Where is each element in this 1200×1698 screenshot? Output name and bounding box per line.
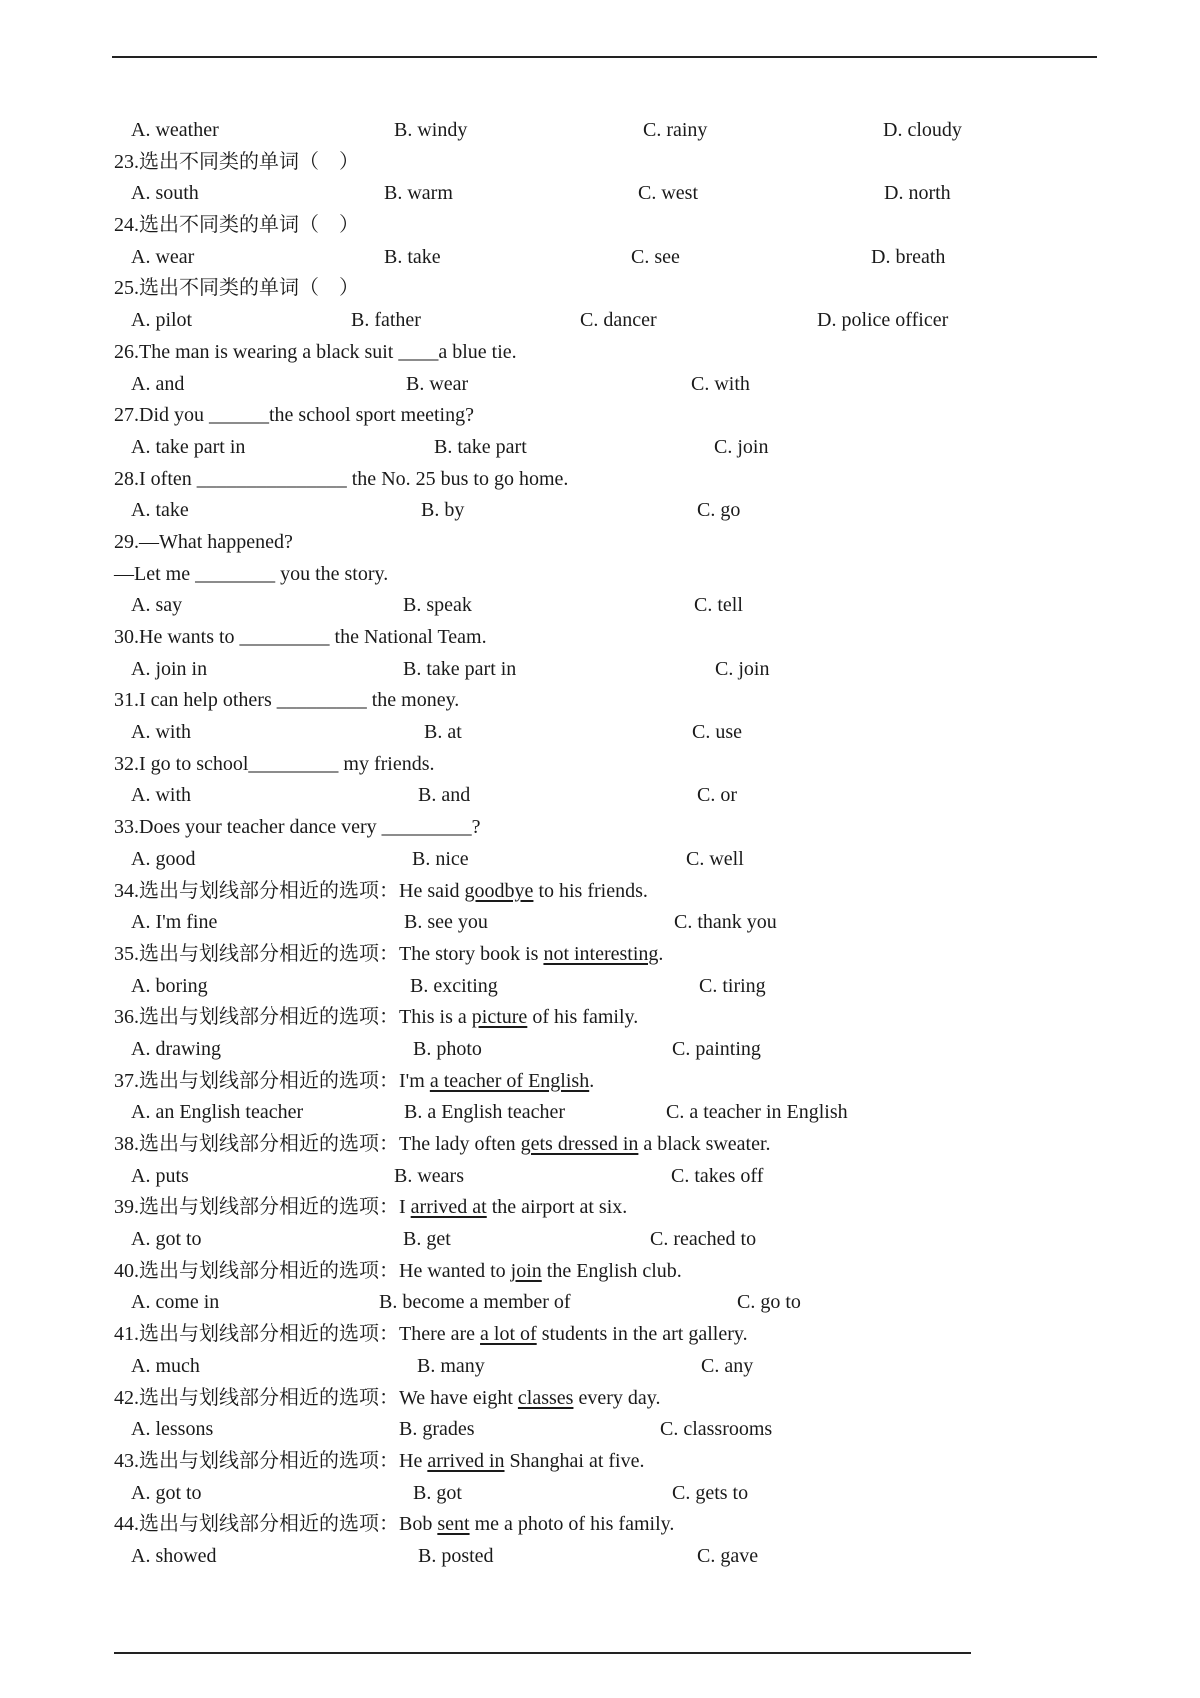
option-c[interactable]: C. with	[691, 372, 750, 395]
question-36	[0, 1002, 1200, 1034]
option-a[interactable]: A. good	[131, 847, 196, 870]
option-c[interactable]: C. or	[697, 784, 737, 807]
option-b[interactable]: B. take	[384, 245, 441, 268]
option-a[interactable]: A. got to	[131, 1228, 202, 1251]
option-a[interactable]: A. got to	[131, 1481, 202, 1504]
option-c[interactable]: C. see	[631, 245, 680, 268]
option-a[interactable]: A. weather	[131, 119, 219, 141]
option-d[interactable]: D. north	[884, 182, 951, 205]
question-35	[0, 939, 1200, 971]
sentence-post: .	[658, 942, 664, 965]
option-a[interactable]: A. and	[131, 372, 185, 395]
question-28	[0, 464, 1200, 496]
underlined-phrase: sent	[437, 1513, 470, 1536]
option-a[interactable]: A. come in	[131, 1291, 220, 1314]
option-a[interactable]: A. say	[131, 594, 183, 617]
option-b[interactable]: B. posted	[418, 1544, 494, 1567]
option-a[interactable]: A. join in	[131, 657, 208, 680]
options-row-37	[0, 1097, 1200, 1129]
sentence-pre: There are	[399, 1323, 481, 1346]
options-row-39	[0, 1224, 1200, 1256]
sentence-post: to his friends.	[533, 879, 648, 902]
question-number: 33.	[114, 816, 139, 839]
question-44	[0, 1509, 1200, 1541]
underlined-phrase: picture	[471, 1006, 528, 1029]
option-b[interactable]: B. father	[351, 309, 421, 332]
question-prefix: 选出与划线部分相近的选项：	[139, 1006, 399, 1029]
option-b[interactable]: B. got	[413, 1481, 462, 1504]
option-c[interactable]: C. reached to	[650, 1228, 757, 1251]
option-b[interactable]: B. get	[403, 1228, 451, 1251]
option-b[interactable]: B. wear	[406, 372, 469, 395]
sentence-post: me a photo of his family.	[469, 1513, 675, 1536]
underlined-phrase: arrived at	[410, 1196, 487, 1219]
option-c[interactable]: C. classrooms	[660, 1418, 773, 1441]
option-b[interactable]: B. take part in	[403, 657, 517, 680]
question-prefix: 选出与划线部分相近的选项：	[139, 1069, 399, 1092]
options-row-44	[0, 1541, 1200, 1573]
options-row-32	[0, 780, 1200, 812]
question-prefix: 选出与划线部分相近的选项：	[139, 1196, 399, 1219]
question-prefix: 选出与划线部分相近的选项：	[139, 1513, 399, 1536]
option-b[interactable]: B. wears	[394, 1164, 464, 1187]
question-number: 36.	[114, 1006, 139, 1029]
question-prefix: 选出与划线部分相近的选项：	[139, 1449, 399, 1472]
underlined-phrase: arrived in	[427, 1449, 505, 1472]
question-stem: 选出不同类的单词（ ）	[139, 150, 359, 173]
question-38	[0, 1129, 1200, 1161]
question-32	[0, 749, 1200, 781]
option-c[interactable]: C. well	[686, 847, 744, 870]
underlined-phrase: a teacher of English	[429, 1069, 590, 1092]
option-c[interactable]: C. dancer	[580, 309, 657, 332]
underlined-phrase: classes	[517, 1386, 574, 1409]
sentence-pre: We have eight	[399, 1386, 518, 1409]
options-row-31	[0, 717, 1200, 749]
sentence-post: a black sweater.	[638, 1133, 771, 1155]
underlined-phrase: join	[510, 1259, 542, 1282]
question-stem: I can help others _________ the money.	[139, 689, 460, 712]
option-b[interactable]: B. windy	[394, 119, 468, 141]
option-b[interactable]: B. speak	[403, 594, 472, 617]
sentence-pre: The lady often	[399, 1133, 521, 1155]
question-39	[0, 1192, 1200, 1224]
question-number: 43.	[114, 1449, 139, 1472]
question-number: 23.	[114, 150, 139, 173]
option-a[interactable]: A. drawing	[131, 1037, 221, 1060]
sentence-post: of his family.	[527, 1006, 639, 1029]
question-number: 26.	[114, 340, 139, 363]
option-c[interactable]: C. join	[714, 435, 769, 458]
option-a[interactable]: A. I'm fine	[131, 911, 218, 934]
option-a[interactable]: A. much	[131, 1354, 200, 1377]
options-row-35	[0, 971, 1200, 1003]
option-b[interactable]: B. a English teacher	[404, 1101, 566, 1124]
options-row-40	[0, 1287, 1200, 1319]
question-stem: The man is wearing a black suit ____a blue tie.	[139, 340, 517, 363]
question-stem: —What happened?	[139, 530, 293, 553]
question-42	[0, 1383, 1200, 1415]
sentence-post: the English club.	[541, 1259, 682, 1282]
option-a[interactable]: A. pilot	[131, 309, 193, 332]
option-c[interactable]: C. go to	[737, 1291, 801, 1314]
sentence-pre: He wanted to	[399, 1259, 511, 1282]
question-23	[0, 147, 1200, 179]
option-c[interactable]: C. gets to	[672, 1481, 749, 1504]
question-stem: I go to school_________ my friends.	[139, 752, 435, 775]
options-row-27	[0, 432, 1200, 464]
sentence-post: Shanghai at five.	[504, 1449, 645, 1472]
option-c[interactable]: C. a teacher in English	[666, 1101, 848, 1124]
option-a[interactable]: A. showed	[131, 1544, 217, 1567]
sentence-pre: The story book is	[399, 942, 544, 965]
option-b[interactable]: B. exciting	[410, 974, 498, 997]
option-b[interactable]: B. and	[418, 784, 471, 807]
option-d[interactable]: D. cloudy	[883, 119, 962, 141]
question-number: 42.	[114, 1386, 139, 1409]
question-33	[0, 812, 1200, 844]
sentence-pre: I	[399, 1196, 411, 1219]
option-c[interactable]: C. thank you	[674, 911, 777, 934]
option-b[interactable]: B. see you	[404, 911, 488, 934]
option-b[interactable]: B. nice	[412, 847, 469, 870]
option-c[interactable]: C. rainy	[643, 119, 708, 141]
question-stem: I often _______________ the No. 25 bus to go home.	[139, 467, 569, 490]
option-c[interactable]: C. gave	[697, 1544, 759, 1567]
sentence-post: every day.	[573, 1386, 661, 1409]
question-26	[0, 337, 1200, 369]
question-number: 40.	[114, 1259, 139, 1282]
question-number: 24.	[114, 214, 139, 237]
options-row-24	[0, 242, 1200, 274]
question-number: 44.	[114, 1513, 139, 1536]
header-rule	[112, 56, 1097, 58]
option-a[interactable]: A. lessons	[131, 1418, 214, 1441]
option-a[interactable]: A. with	[131, 784, 191, 807]
sentence-post: .	[589, 1069, 595, 1092]
option-c[interactable]: C. west	[638, 182, 698, 205]
question-stem: —Let me ________ you the story.	[114, 562, 389, 585]
question-number: 29.	[114, 530, 139, 553]
option-c[interactable]: C. go	[697, 499, 741, 522]
option-c[interactable]: C. any	[701, 1354, 754, 1377]
question-number: 32.	[114, 752, 139, 775]
question-prefix: 选出与划线部分相近的选项：	[139, 942, 399, 965]
option-a[interactable]: A. puts	[131, 1164, 189, 1187]
options-row-41	[0, 1351, 1200, 1383]
option-a[interactable]: A. an English teacher	[131, 1101, 304, 1124]
option-a[interactable]: A. wear	[131, 245, 195, 268]
question-30	[0, 622, 1200, 654]
sentence-pre: Bob	[399, 1513, 438, 1536]
question-29	[0, 527, 1200, 559]
underlined-phrase: a lot of	[480, 1323, 537, 1346]
question-41	[0, 1319, 1200, 1351]
question-number: 37.	[114, 1069, 139, 1092]
question-number: 25.	[114, 277, 139, 300]
question-24	[0, 210, 1200, 242]
option-c[interactable]: C. tiring	[699, 974, 766, 997]
option-d[interactable]: D. breath	[871, 245, 946, 268]
question-number: 35.	[114, 942, 139, 965]
question-34	[0, 876, 1200, 908]
question-43	[0, 1446, 1200, 1478]
option-b[interactable]: B. take part	[434, 435, 527, 458]
question-prefix: 选出与划线部分相近的选项：	[139, 1259, 399, 1282]
question-29-line-2	[0, 559, 1200, 591]
options-row-42	[0, 1414, 1200, 1446]
question-number: 41.	[114, 1323, 139, 1346]
options-row-22	[0, 115, 1200, 147]
sentence-pre: He	[399, 1449, 428, 1472]
option-c[interactable]: C. tell	[694, 594, 743, 617]
option-c[interactable]: C. use	[692, 721, 742, 744]
question-prefix: 选出与划线部分相近的选项：	[139, 1323, 399, 1346]
option-b[interactable]: B. warm	[384, 182, 453, 205]
question-number: 31.	[114, 689, 139, 712]
question-number: 39.	[114, 1196, 139, 1219]
sentence-pre: I'm	[399, 1069, 430, 1092]
question-prefix: 选出与划线部分相近的选项：	[139, 1386, 399, 1409]
question-37	[0, 1066, 1200, 1098]
option-c[interactable]: C. takes off	[671, 1164, 764, 1187]
option-b[interactable]: B. photo	[413, 1037, 482, 1060]
question-stem: 选出不同类的单词（ ）	[139, 214, 359, 237]
question-number: 34.	[114, 879, 139, 902]
options-row-33	[0, 844, 1200, 876]
option-a[interactable]: A. with	[131, 721, 191, 744]
options-row-34	[0, 907, 1200, 939]
option-c[interactable]: C. join	[715, 657, 770, 680]
options-row-26	[0, 369, 1200, 401]
question-number: 38.	[114, 1133, 139, 1155]
question-stem: He wants to _________ the National Team.	[139, 626, 487, 648]
underlined-phrase: goodbye	[464, 879, 534, 902]
option-b[interactable]: B. by	[421, 499, 465, 522]
options-row-23	[0, 178, 1200, 210]
question-stem: 选出不同类的单词（ ）	[139, 277, 359, 300]
options-row-38	[0, 1161, 1200, 1193]
question-prefix: 选出与划线部分相近的选项：	[139, 1133, 399, 1155]
option-b[interactable]: B. become a member of	[379, 1291, 571, 1314]
option-b[interactable]: B. grades	[399, 1418, 475, 1441]
option-b[interactable]: B. many	[417, 1354, 485, 1377]
underlined-phrase: gets dressed in	[520, 1133, 639, 1155]
question-prefix: 选出与划线部分相近的选项：	[139, 879, 399, 902]
underlined-phrase: not interesting	[543, 942, 659, 965]
sentence-pre: This is a	[399, 1006, 472, 1029]
footer-rule	[114, 1652, 971, 1654]
sentence-pre: He said	[399, 879, 465, 902]
option-a[interactable]: A. take	[131, 499, 189, 522]
option-a[interactable]: A. take part in	[131, 435, 246, 458]
question-number: 28.	[114, 467, 139, 490]
question-stem: Did you ______the school sport meeting?	[139, 404, 474, 427]
question-stem: Does your teacher dance very _________?	[139, 816, 481, 839]
question-25	[0, 273, 1200, 305]
option-b[interactable]: B. at	[424, 721, 462, 744]
question-number: 30.	[114, 626, 139, 648]
options-row-43	[0, 1478, 1200, 1510]
options-row-28	[0, 495, 1200, 527]
question-list	[0, 115, 1200, 1573]
option-a[interactable]: A. south	[131, 182, 199, 205]
sentence-post: students in the art gallery.	[536, 1323, 748, 1346]
option-a[interactable]: A. boring	[131, 974, 208, 997]
option-c[interactable]: C. painting	[672, 1037, 761, 1060]
option-d[interactable]: D. police officer	[817, 309, 949, 332]
question-31	[0, 685, 1200, 717]
options-row-30	[0, 654, 1200, 686]
question-27	[0, 400, 1200, 432]
options-row-36	[0, 1034, 1200, 1066]
question-number: 27.	[114, 404, 139, 427]
options-row-29	[0, 590, 1200, 622]
question-40	[0, 1256, 1200, 1288]
options-row-25	[0, 305, 1200, 337]
sentence-post: the airport at six.	[486, 1196, 628, 1219]
